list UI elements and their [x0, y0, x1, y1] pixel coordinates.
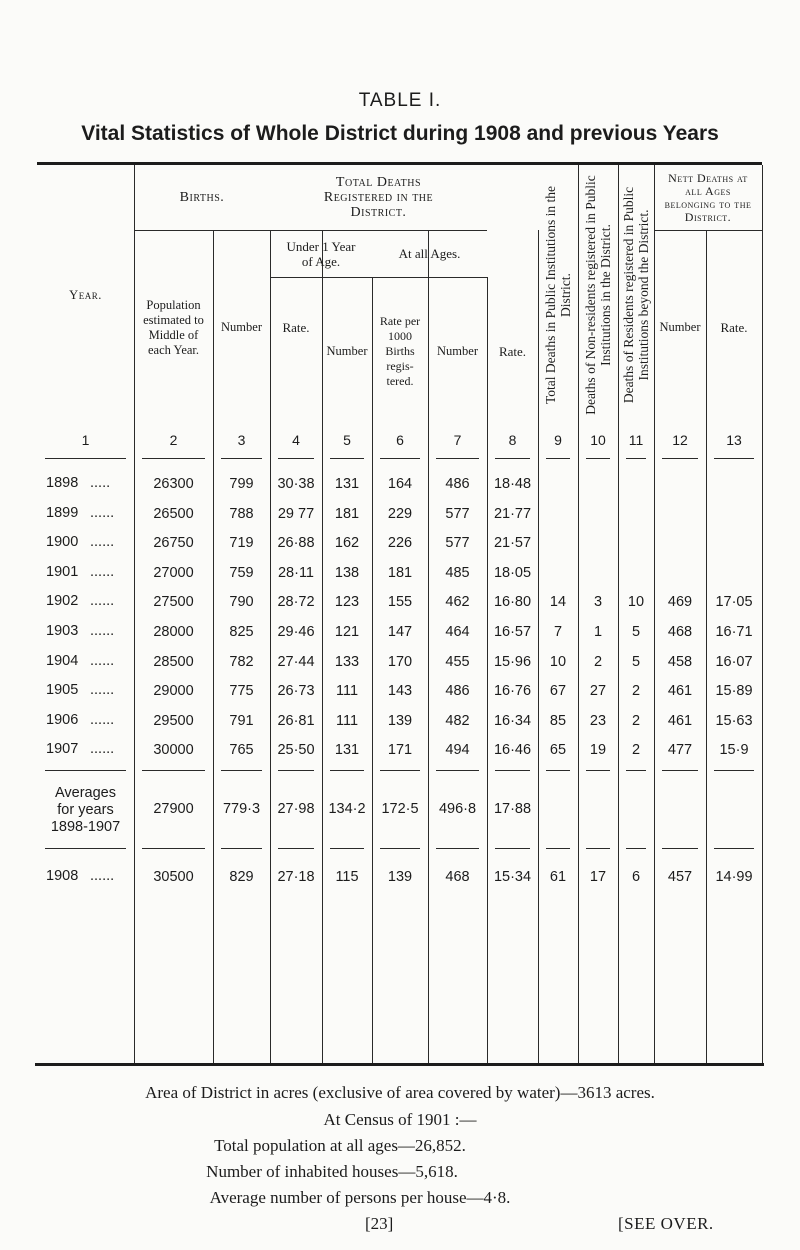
numbers-rule	[380, 458, 420, 459]
data-rule	[495, 770, 530, 771]
year-cell: 1900	[46, 534, 79, 551]
total-deaths-header: Total Deaths Registered in the District.	[323, 175, 434, 220]
numbers-rule	[142, 458, 205, 459]
numbers-rule	[495, 458, 530, 459]
population-header: Population estimated to Middle of each Year.	[143, 297, 204, 357]
rate-per-1000-header: Rate per 1000 Births regis-tered.	[379, 313, 421, 388]
table-cell: 17·05	[715, 594, 753, 611]
table-cell: 577	[445, 505, 470, 522]
column-line	[762, 165, 763, 1063]
table-cell: 486	[445, 476, 470, 492]
column-number: 6	[396, 432, 404, 448]
current-year-cell: 27·18	[277, 869, 315, 885]
year-cell: 1906	[46, 711, 79, 728]
table-label: TABLE I.	[358, 90, 442, 111]
year-dots: ......	[90, 534, 115, 551]
averages-rule	[586, 848, 610, 849]
table-cell	[578, 529, 618, 557]
averages-label	[37, 780, 134, 840]
table-cell: 29 77	[277, 505, 315, 522]
footer-population: Total population at all ages—26,852.	[214, 1136, 466, 1155]
table-cell: 10	[549, 653, 567, 670]
table-cell: 162	[334, 535, 360, 552]
current-year-cell: 139	[387, 869, 413, 885]
residents-beyond-deaths-header: Deaths of Residents registered in Public Institutions beyond the District.	[621, 186, 651, 404]
footer-area: Area of District in acres (exclusive of area covered by water)—3613 acres.	[145, 1083, 655, 1102]
table-cell: 16·57	[493, 624, 532, 640]
data-rule	[546, 770, 570, 771]
averages-label-line: Averages	[55, 784, 116, 801]
table-cell: 26300	[153, 476, 194, 492]
table-cell: 485	[445, 564, 470, 581]
year-dots: ......	[90, 593, 115, 610]
year-dots: ......	[90, 504, 115, 521]
column-number: 3	[237, 432, 246, 448]
table-cell	[706, 559, 762, 587]
averages-cell: 779·3	[222, 801, 261, 817]
table-cell: 171	[387, 742, 413, 759]
table-cell: 15·9	[719, 742, 749, 759]
births-header: Births.	[179, 190, 225, 205]
year-header: Year.	[69, 287, 102, 302]
table-cell: 138	[334, 564, 360, 581]
see-over-note: [SEE OVER.	[618, 1214, 714, 1233]
table-cell: 3	[593, 594, 603, 611]
numbers-rule	[626, 458, 646, 459]
table-cell: 782	[229, 653, 254, 670]
table-cell: 26750	[153, 535, 194, 552]
table-cell: 494	[445, 742, 470, 759]
table-cell: 5	[631, 624, 641, 640]
data-rule	[626, 770, 646, 771]
table-cell: 26500	[153, 505, 194, 522]
table-cell: 181	[334, 505, 360, 522]
table-cell	[618, 470, 654, 498]
table-cell: 790	[229, 594, 254, 611]
averages-label-line: 1898-1907	[50, 818, 121, 835]
averages-cell: 27·98	[277, 801, 315, 817]
table-cell	[538, 470, 578, 498]
table-cell: 143	[387, 683, 413, 700]
averages-rule	[278, 848, 314, 849]
table-cell: 5	[631, 653, 641, 670]
table-cell: 464	[445, 624, 470, 640]
table-cell: 16·34	[493, 712, 532, 729]
table-cell: 26·88	[277, 535, 315, 552]
column-number: 8	[508, 432, 517, 448]
table-cell	[538, 500, 578, 528]
year-dots: ......	[90, 563, 115, 580]
averages-rule	[626, 848, 646, 849]
averages-cell: 17·88	[493, 801, 532, 817]
numbers-rule	[221, 458, 262, 459]
numbers-rule	[45, 458, 126, 459]
table-cell: 14	[549, 594, 567, 611]
table-cell	[578, 470, 618, 498]
table-cell	[538, 559, 578, 587]
table-cell: 30·38	[277, 476, 315, 492]
table-cell	[706, 470, 762, 498]
current-year-cell: 468	[445, 869, 470, 885]
data-rule	[662, 770, 698, 771]
table-cell: 455	[445, 653, 470, 670]
non-residents-deaths-header: Deaths of Non-residents registered in Public Institutions in the District.	[583, 175, 613, 415]
number-header: Number	[659, 320, 701, 334]
footer-census: At Census of 1901 :—	[323, 1110, 477, 1129]
table-cell: 788	[229, 505, 254, 522]
averages-rule	[221, 848, 262, 849]
table-cell: 461	[667, 683, 693, 700]
current-year-cell: 17	[589, 869, 607, 885]
averages-rule	[662, 848, 698, 849]
table-cell: 486	[445, 683, 470, 700]
year-dots: ......	[90, 623, 115, 639]
table-cell: 825	[229, 624, 254, 640]
table-cell: 28·11	[277, 564, 314, 581]
table-cell: 7	[553, 624, 563, 640]
column-number: 12	[672, 432, 688, 448]
table-cell: 16·80	[493, 594, 532, 611]
column-number: 1	[81, 432, 90, 448]
numbers-rule	[714, 458, 754, 459]
averages-cell: 496·8	[438, 801, 477, 817]
current-year-cell: 829	[229, 869, 254, 885]
table-cell: 30000	[153, 742, 194, 759]
table-cell: 131	[334, 742, 360, 759]
data-rule	[330, 770, 364, 771]
numbers-rule	[436, 458, 479, 459]
table-cell: 1	[593, 624, 603, 640]
table-cell: 18·05	[493, 564, 532, 581]
table-cell: 765	[229, 742, 254, 759]
table-cell: 799	[229, 476, 254, 492]
column-number: 10	[590, 432, 606, 448]
table-cell: 29000	[153, 683, 194, 700]
all-ages-header: At all Ages.	[398, 246, 461, 261]
numbers-rule	[278, 458, 314, 459]
table-cell: 28500	[153, 653, 194, 670]
current-year-cell: 6	[631, 869, 641, 885]
table-cell: 229	[387, 505, 413, 522]
table-cell: 29500	[153, 712, 194, 729]
table-cell	[706, 500, 762, 528]
table-cell: 16·76	[493, 683, 532, 700]
data-rule	[586, 770, 610, 771]
table-cell: 2	[631, 742, 641, 759]
numbers-rule	[662, 458, 698, 459]
bottom-rule	[35, 1063, 764, 1066]
table-cell: 29·46	[277, 624, 315, 640]
averages-cell: 27900	[153, 801, 194, 817]
table-cell: 15·89	[715, 683, 753, 700]
table-cell: 16·07	[715, 653, 753, 670]
table-cell: 759	[229, 564, 254, 581]
table-cell	[654, 500, 706, 528]
table-cell: 21·57	[493, 535, 532, 552]
table-cell: 28000	[153, 624, 194, 640]
data-rule	[142, 770, 205, 771]
table-cell	[654, 529, 706, 557]
table-cell: 85	[549, 712, 567, 729]
table-cell: 477	[667, 742, 693, 759]
table-cell: 181	[387, 564, 413, 581]
year-cell: 1902	[46, 593, 79, 610]
table-cell	[538, 529, 578, 557]
year-cell: 1898	[46, 475, 79, 491]
table-cell: 27	[589, 683, 607, 700]
year-cell: 1905	[46, 682, 79, 699]
year-dots: ......	[90, 868, 115, 884]
table-cell: 469	[667, 594, 693, 611]
averages-rule	[380, 848, 420, 849]
year-dots: .....	[90, 475, 111, 491]
table-cell: 164	[387, 476, 413, 492]
table-cell: 462	[445, 594, 470, 611]
year-cell: 1907	[46, 741, 79, 758]
number-header: Number	[221, 320, 262, 334]
table-cell: 775	[229, 683, 254, 700]
number-header: Number	[326, 343, 368, 358]
table-cell	[618, 559, 654, 587]
current-year-cell: 30500	[153, 869, 194, 885]
year-dots: ......	[90, 682, 115, 699]
year-dots: ......	[90, 652, 115, 669]
table-cell: 16·46	[493, 742, 532, 759]
averages-label-line: for years	[57, 801, 114, 818]
public-institutions-deaths-header: Total Deaths in Public Institutions in the District.	[543, 185, 573, 405]
table-cell	[618, 500, 654, 528]
table-cell: 28·72	[277, 594, 315, 611]
averages-rule	[45, 848, 126, 849]
table-cell: 147	[387, 624, 413, 640]
footer-persons: Average number of persons per house—4·8.	[209, 1188, 511, 1207]
current-year-cell: 61	[549, 869, 567, 885]
nett-deaths-header: Nett Deaths at all Ages belonging to the District.	[664, 170, 752, 224]
table-cell: 121	[334, 624, 360, 640]
table-cell: 139	[387, 712, 413, 729]
table-cell: 25·50	[277, 742, 315, 759]
averages-cell: 172·5	[381, 801, 419, 817]
column-number: 4	[292, 432, 300, 448]
table-cell: 27500	[153, 594, 194, 611]
year-cell: 1901	[46, 563, 79, 580]
table-cell: 21·77	[493, 505, 532, 522]
averages-rule	[142, 848, 205, 849]
table-cell: 123	[334, 594, 360, 611]
table-cell: 2	[593, 653, 603, 670]
table-cell: 2	[631, 712, 641, 729]
table-cell: 719	[229, 535, 254, 552]
column-number: 2	[169, 432, 178, 448]
page-title: Vital Statistics of Whole District during 1908 and previous Years	[81, 122, 719, 145]
table-cell: 26·81	[277, 712, 315, 729]
year-cell: 1908	[46, 868, 79, 884]
table-cell: 23	[589, 712, 607, 729]
column-number: 7	[453, 432, 462, 448]
table-cell: 27·44	[277, 653, 315, 670]
data-rule	[278, 770, 314, 771]
footer-houses: Number of inhabited houses—5,618.	[206, 1162, 458, 1181]
year-dots: ......	[90, 741, 115, 758]
table-cell: 15·63	[715, 712, 753, 729]
averages-cell: 134·2	[328, 801, 366, 817]
page-number: [23]	[365, 1214, 394, 1233]
table-cell: 65	[549, 742, 567, 759]
numbers-rule	[586, 458, 610, 459]
table-cell: 111	[335, 712, 359, 729]
table-cell: 27000	[153, 564, 194, 581]
table-cell: 19	[589, 742, 607, 759]
table-cell	[654, 559, 706, 587]
rate-header: Rate.	[282, 320, 310, 335]
rate-header: Rate.	[498, 343, 527, 359]
table-cell: 2	[631, 683, 641, 700]
under-1-header: Under 1 Year of Age.	[286, 238, 356, 269]
column-number: 5	[343, 432, 351, 448]
table-cell: 133	[334, 653, 360, 670]
data-rule	[45, 770, 126, 771]
year-dots: ......	[90, 711, 115, 728]
table-cell	[654, 470, 706, 498]
column-number: 9	[554, 432, 562, 448]
data-rule	[714, 770, 754, 771]
table-cell	[618, 529, 654, 557]
table-cell: 482	[445, 712, 470, 729]
table-cell: 155	[387, 594, 413, 611]
year-cell: 1904	[46, 652, 79, 669]
table-cell: 226	[387, 535, 413, 552]
current-year-cell: 457	[667, 869, 693, 885]
current-year-cell: 14·99	[715, 869, 753, 885]
column-number: 13	[726, 432, 742, 448]
data-rule	[380, 770, 420, 771]
table-cell: 16·71	[715, 624, 753, 640]
table-cell: 18·48	[493, 476, 532, 492]
averages-rule	[546, 848, 570, 849]
table-cell: 791	[229, 712, 254, 729]
table-cell: 15·96	[493, 653, 532, 670]
table-cell: 67	[549, 683, 567, 700]
table-cell	[578, 500, 618, 528]
table-cell: 26·73	[277, 683, 315, 700]
numbers-rule	[330, 458, 364, 459]
table-cell: 170	[387, 653, 413, 670]
table-cell: 577	[445, 535, 470, 552]
data-rule	[436, 770, 479, 771]
year-cell: 1899	[46, 504, 79, 521]
table-cell: 468	[667, 624, 693, 640]
averages-rule	[330, 848, 364, 849]
table-cell	[706, 529, 762, 557]
numbers-rule	[546, 458, 570, 459]
table-cell: 111	[335, 683, 359, 700]
year-cell: 1903	[46, 623, 79, 639]
averages-rule	[714, 848, 754, 849]
column-number: 11	[628, 432, 644, 448]
table-cell: 131	[334, 476, 360, 492]
rate-header: Rate.	[720, 320, 748, 335]
table-cell: 461	[667, 712, 693, 729]
number-header: Number	[437, 343, 478, 358]
data-rule	[221, 770, 262, 771]
current-year-cell: 15·34	[493, 869, 532, 885]
table-cell: 458	[667, 653, 693, 670]
table-cell	[578, 559, 618, 587]
current-year-cell: 115	[335, 869, 359, 885]
averages-rule	[495, 848, 530, 849]
table-cell: 10	[627, 594, 645, 611]
averages-rule	[436, 848, 479, 849]
